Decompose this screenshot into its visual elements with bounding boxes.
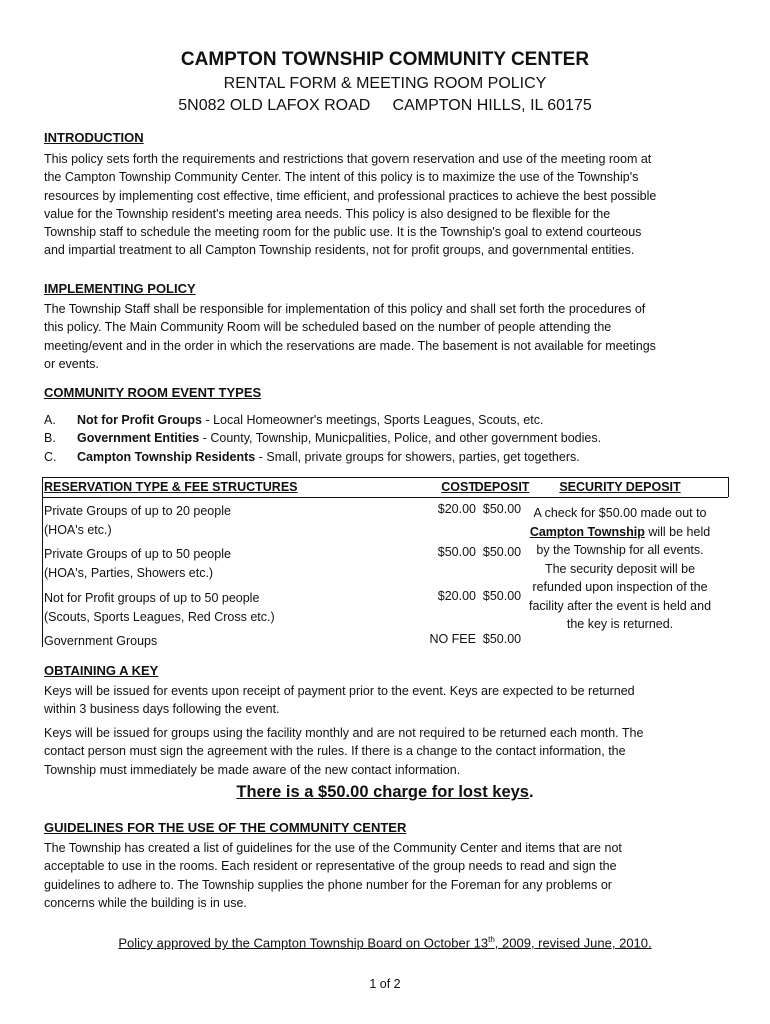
fee-header-deposit: DEPOSIT bbox=[474, 480, 530, 494]
approval-text: Policy approved by the Campton Township Board on October 13 bbox=[118, 935, 489, 951]
text-line: the Campton Township Community Center. The intent of this policy is to maximize the use of the Township's bbox=[44, 170, 639, 185]
list-item bbox=[44, 429, 601, 447]
implementing-policy-heading: IMPLEMENTING POLICY bbox=[44, 281, 196, 296]
event-types-heading: COMMUNITY ROOM EVENT TYPES bbox=[44, 385, 262, 400]
text-line: within 3 business days following the event. bbox=[44, 702, 280, 717]
fee-table bbox=[42, 477, 728, 653]
event-type-desc: - Local Homeowner's meetings, Sports Leagues, Scouts, etc. bbox=[202, 413, 544, 427]
note-line bbox=[515, 523, 725, 542]
document-address: 5N082 OLD LAFOX ROAD CAMPTON HILLS, IL 60175 bbox=[178, 97, 592, 114]
event-types-list bbox=[44, 411, 601, 466]
list-item bbox=[44, 411, 601, 429]
text-line: concerns while the building is in use. bbox=[44, 895, 247, 910]
lost-keys-notice bbox=[0, 783, 770, 802]
text-line: Township must immediately be made aware of the new contact information. bbox=[44, 762, 461, 777]
text-line: resources by implementing cost effective, time efficient, and professional practices to achieve the best possible bbox=[44, 188, 657, 203]
text-line: Keys will be issued for events upon receipt of payment prior to the event. Keys are expected to be returned bbox=[44, 684, 635, 698]
event-type-name: Not for Profit Groups bbox=[77, 413, 202, 427]
text-line: This policy sets forth the requirements and restrictions that govern reservation and use of the meeting room at bbox=[44, 152, 652, 166]
event-type-name: Campton Township Residents bbox=[77, 449, 256, 464]
note-line: facility after the event is held and bbox=[528, 598, 712, 613]
event-type-name: Government Entities bbox=[77, 431, 200, 446]
row-deposit: $50.00 bbox=[482, 545, 522, 559]
row-sublabel: (Scouts, Sports Leagues, Red Cross etc.) bbox=[44, 609, 275, 624]
approval-superscript: th bbox=[488, 935, 495, 944]
text-line: Township staff to schedule the meeting room for the public use. It is the Township's goal to extend courteous bbox=[44, 225, 642, 240]
text-line: value for the Township resident's meeting area needs. This policy is also designed to be flexible for the bbox=[44, 206, 611, 221]
lost-keys-period: . bbox=[528, 783, 534, 801]
list-letter: B. bbox=[44, 431, 56, 446]
page-number: 1 of 2 bbox=[369, 977, 401, 991]
text-line: acceptable to use in the rooms. Each resident or representative of the group needs to read and sign the bbox=[44, 859, 617, 874]
lost-keys-text: There is a $50.00 charge for lost keys bbox=[236, 783, 529, 801]
obtaining-key-heading: OBTAINING A KEY bbox=[44, 663, 159, 678]
row-cost: $50.00 bbox=[437, 545, 476, 559]
list-letter: C. bbox=[44, 449, 57, 464]
payee-name: Campton Township bbox=[529, 524, 645, 539]
table-border bbox=[42, 477, 43, 647]
row-sublabel: (HOA's, Parties, Showers etc.) bbox=[44, 565, 214, 580]
document-subtitle: RENTAL FORM & MEETING ROOM POLICY bbox=[223, 75, 547, 92]
text-line: this policy. The Main Community Room will be scheduled based on the number of people attending the bbox=[44, 320, 612, 335]
note-line: refunded upon inspection of the bbox=[532, 580, 708, 594]
row-label: Not for Profit groups of up to 50 people bbox=[44, 591, 260, 605]
introduction-heading: INTRODUCTION bbox=[44, 130, 144, 145]
text-line: Keys will be issued for groups using the facility monthly and are not required to be returned each month. The bbox=[44, 726, 644, 740]
row-deposit: $50.00 bbox=[482, 632, 522, 646]
text-line: meeting/event and in the order in which the reservations are made. The basement is not available for meetings bbox=[44, 338, 656, 353]
row-cost: NO FEE bbox=[429, 632, 476, 646]
note-line: The security deposit will be bbox=[544, 561, 696, 576]
event-type-desc: - Small, private groups for showers, parties, get togethers. bbox=[255, 449, 580, 464]
list-item bbox=[44, 448, 601, 466]
text-line: contact person must sign the agreement with the rules. If there is a change to the contact information, the bbox=[44, 744, 626, 759]
guidelines-heading: GUIDELINES FOR THE USE OF THE COMMUNITY CENTER bbox=[44, 820, 407, 835]
table-border bbox=[42, 477, 728, 478]
implementing-policy-paragraph bbox=[44, 300, 730, 373]
text-line: guidelines to adhere to. The Township supplies the phone number for the Foreman for any problems or bbox=[44, 877, 612, 892]
guidelines-paragraph bbox=[44, 839, 730, 912]
table-row bbox=[44, 545, 384, 582]
table-row bbox=[44, 502, 384, 539]
obtaining-key-paragraph-1 bbox=[44, 682, 730, 719]
row-deposit: $50.00 bbox=[482, 502, 522, 516]
event-type-desc: - County, Township, Municpalities, Police, and other government bodies. bbox=[199, 431, 602, 446]
row-deposit: $50.00 bbox=[482, 589, 522, 603]
note-line: the key is returned. bbox=[566, 617, 674, 631]
text-line: The Township Staff shall be responsible for implementation of this policy and shall set forth the procedures of bbox=[44, 302, 646, 316]
table-border bbox=[728, 477, 729, 497]
obtaining-key-paragraph-2 bbox=[44, 724, 730, 779]
fee-header-type: RESERVATION TYPE & FEE STRUCTURES bbox=[44, 480, 298, 494]
note-line: A check for $50.00 made out to bbox=[533, 506, 707, 520]
table-row bbox=[44, 632, 384, 651]
note-line: by the Township for all events. bbox=[536, 543, 704, 557]
table-header-divider bbox=[42, 497, 728, 498]
row-sublabel: (HOA's etc.) bbox=[44, 522, 112, 537]
text-line: and impartial treatment to all Campton Township residents, not for profit groups, and governmental entities. bbox=[44, 243, 635, 258]
row-cost: $20.00 bbox=[437, 502, 476, 516]
security-deposit-note bbox=[515, 504, 725, 634]
list-letter: A. bbox=[44, 413, 56, 427]
fee-header-security: SECURITY DEPOSIT bbox=[559, 480, 681, 494]
row-label: Private Groups of up to 50 people bbox=[44, 547, 231, 561]
introduction-paragraph bbox=[44, 150, 730, 260]
text-line: The Township has created a list of guidelines for the use of the Community Center and items that are not bbox=[44, 841, 622, 855]
table-row bbox=[44, 589, 384, 626]
row-label: Private Groups of up to 20 people bbox=[44, 504, 231, 518]
policy-approval-line bbox=[0, 935, 770, 950]
row-cost: $20.00 bbox=[437, 589, 476, 603]
document-title: CAMPTON TOWNSHIP COMMUNITY CENTER bbox=[180, 49, 590, 70]
approval-text: , 2009, revised June, 2010. bbox=[494, 935, 652, 951]
note-fragment: will be held bbox=[644, 524, 711, 539]
text-line: or events. bbox=[44, 356, 99, 371]
fee-header-cost: COST bbox=[441, 480, 476, 494]
row-label: Government Groups bbox=[44, 634, 158, 648]
